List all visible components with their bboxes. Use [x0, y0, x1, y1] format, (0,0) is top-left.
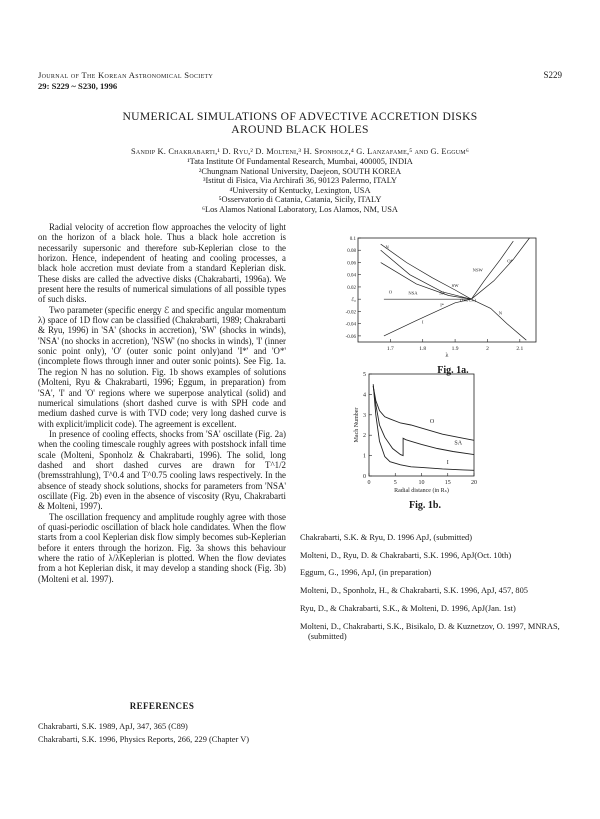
- title-line-1: NUMERICAL SIMULATIONS OF ADVECTIVE ACCRETION DISKS: [122, 110, 478, 123]
- paper-title: [0, 110, 600, 136]
- affiliation: ⁶Los Alamos National Laboratory, Los Alamos, NM, USA: [202, 204, 398, 214]
- x-tick-label: 5: [393, 480, 397, 486]
- x-tick-label: 2.1: [516, 346, 524, 352]
- x-tick-label: 1.8: [419, 346, 427, 352]
- plot-frame: [369, 374, 474, 476]
- figure-1a-caption: Fig. 1a.: [437, 365, 469, 376]
- y-tick-label: 0.1: [349, 237, 356, 242]
- figure-1a-plot: [328, 228, 578, 364]
- region-label: N: [498, 310, 503, 316]
- affiliation: ⁵Osservatorio di Catania, Catania, Sicily, ITALY: [218, 195, 382, 204]
- series-line: [381, 263, 472, 300]
- affiliation: ³Istitut di Fisica, Via Archirafi 36, 90123 Palermo, ITALY: [202, 176, 398, 185]
- reference-item: Molteni, D., Ryu, D. & Chakrabarti, S.K. 1996, ApJ(Oct. 10th): [300, 550, 512, 560]
- region-label: O: [388, 289, 393, 295]
- series-line: [381, 244, 472, 299]
- x-tick-label: 10: [418, 480, 425, 486]
- y-tick-label: -0.02: [345, 310, 356, 316]
- reference-item: Molteni, D., Sponholz, H., & Chakrabarti, S.K. 1996, ApJ, 457, 805: [300, 586, 528, 596]
- figure-1b-plot: [345, 370, 505, 502]
- y-tick-label: 5: [363, 372, 366, 378]
- x-tick-label: 2: [486, 346, 489, 352]
- region-label: I*: [440, 302, 445, 308]
- series-line: [373, 386, 474, 440]
- reference-item: Chakrabarti, S.K. 1996, Physics Reports, 266, 229 (Chapter V): [38, 735, 250, 745]
- affiliation: ⁴University of Kentucky, Lexington, USA: [229, 185, 371, 195]
- reference-item: Chakrabarti, S.K. & Ryu, D. 1996 ApJ, (submitted): [300, 533, 473, 542]
- series-line: [373, 384, 474, 470]
- region-label: (λₘ, ℰₘ): [459, 297, 477, 303]
- journal-volume: 29: S229 ~ S230, 1996: [38, 81, 118, 91]
- paragraph: Two parameter (specific energy ℰ and specific angular momentum λ) space of 1D flow can be classified (Chakrabarti, 1989; Chakrabarti & Ryu, 1996) in 'SA' (shocks in accretion), 'SW' (shocks in winds), 'NSA' (no shocks in accretion), 'NSW' (no shocks in winds), 'I' (inner sonic point only), 'O' (outer sonic point only)and 'I*' and 'O*' (incomplete flows through inner and outer sonic points). See Fig. 1a. The region N has no solution. Fig. 1b shows examples of solutions (Molteni, Ryu & Chakrabarti, 1996; Eggum, in preparation) from 'SA', 'I' and 'O' regions where we superpose analytical (solid) and numerical simulations (short dashed curve is with SPH code and medium dashed curve is with TVD code; very long dashed curve is with explicit/implicit code). The agreement is excellent.: [38, 304, 286, 429]
- y-tick-label: -0.04: [345, 322, 356, 328]
- series-line: [471, 299, 526, 340]
- curve-label: SA: [454, 440, 463, 447]
- x-tick-label: 20: [471, 480, 477, 486]
- y-tick-label: 0.06: [347, 261, 356, 267]
- region-label: NSA: [408, 290, 418, 296]
- references-heading: REFERENCES: [129, 701, 195, 711]
- y-tick-label: 0.02: [347, 285, 356, 291]
- y-tick-label: 3: [363, 412, 366, 419]
- curve-label: O: [429, 418, 435, 425]
- region-label: O*: [507, 258, 513, 264]
- region-label: SA: [439, 290, 446, 296]
- region-label: N: [385, 244, 389, 250]
- reference-item: Ryu, D., & Chakrabarti, S.K., & Molteni, D. 1996, ApJ(Jan. 1st): [300, 603, 516, 613]
- x-axis-label: Radial distance (in Rₛ): [394, 488, 449, 494]
- y-tick-label: 4: [363, 392, 366, 399]
- x-tick-label: 0: [367, 480, 371, 486]
- y-tick-label: -0.06: [345, 334, 356, 340]
- x-tick-label: 1.7: [386, 346, 394, 352]
- title-line-2: AROUND BLACK HOLES: [231, 123, 369, 136]
- y-tick-label: 0.08: [347, 249, 356, 255]
- body-text: [38, 222, 286, 584]
- paragraph: Radial velocity of accretion flow approaches the velocity of light on the horizon of a black hole. Thus a black hole accretion is necessarily supersonic and therefore sub-Keplerian close to the horizon. Hence, independent of heating and cooling processes, a black hole accretion must deviate from a standard Keplerian disk. These disks are called the advective disks (Chakrabarti, 1996a). We present here the results of numerical simulations of all possible types of such disks.: [38, 222, 286, 305]
- reference-item: Chakrabarti, S.K. 1989, ApJ, 347, 365 (C89): [38, 722, 188, 731]
- journal-header: [38, 70, 213, 92]
- figure-1b-caption: Fig. 1b.: [409, 500, 441, 511]
- affiliation: ¹Tata Institute Of Fundamental Research, Mumbai, 400005, INDIA: [187, 157, 413, 166]
- reference-item: Eggum, G., 1996, ApJ, (in preparation): [300, 568, 432, 578]
- y-tick-label: 1: [363, 453, 366, 460]
- curve-label: I: [446, 459, 449, 466]
- page-number: S229: [543, 70, 562, 80]
- author-list: Sandip K. Chakrabarti,¹ D. Ryu,² D. Molteni,³ H. Sponholz,⁴ G. Lanzafame,⁵ and G. Eggum⁶: [131, 147, 469, 156]
- y-tick-label: 0: [363, 474, 366, 480]
- region-label: SW: [451, 282, 459, 288]
- x-axis-label: λ: [445, 353, 449, 359]
- paragraph: In presence of cooling effects, shocks from 'SA' oscillate (Fig. 2a) when the cooling timescale roughly agrees with postshock infall time scale (Molteni, Sponholz & Chakrabarti, 1996). The solid, long dashed and short dashed curves are drawn for T^1/2 (bremsstrahlung), T^0.4 and T^0.75 cooling laws respectively. In the absence of steady shock solutions, shocks for parameters from 'NSA' oscillate (Fig. 2b) even in the absence of viscosity (Ryu, Chakrabarti & Molteni, 1997).: [38, 428, 286, 512]
- journal-name: Journal of The Korean Astronomical Society: [38, 70, 214, 80]
- series-line: [384, 299, 471, 336]
- y-tick-label: 0.04: [347, 273, 356, 279]
- reference-item: Molteni, D., Chakrabarti, S.K., Bisikalo, D. & Kuznetzov, O. 1997, MNRAS, (submitted): [300, 621, 560, 641]
- author-block: [0, 147, 600, 214]
- affiliation: ²Chungnam National University, Daejeon, SOUTH KOREA: [198, 166, 402, 176]
- region-label: I: [421, 319, 424, 325]
- region-label: NSW: [472, 267, 483, 273]
- references-left: [38, 722, 288, 748]
- x-tick-label: 15: [444, 480, 451, 486]
- y-tick-label: 2: [363, 433, 366, 440]
- references-right: [300, 533, 562, 649]
- x-tick-label: 1.9: [451, 346, 459, 352]
- paragraph: The oscillation frequency and amplitude roughly agree with those of quasi-periodic oscillation of black hole candidates. When the flow starts from a cool Keplerian disk flow simply becomes sub-Keplerian before it enters through the horizon. Fig. 3a shows this behaviour where the ratio of λ/λKeplerian is plotted. When the flow deviates from a hot Keplerian disk, it may develop a standing shock (Fig. 3b) (Molteni et al. 1997).: [38, 511, 286, 584]
- y-tick-label: ℰ₀: [351, 298, 356, 304]
- y-axis-label: Mach Number: [354, 407, 360, 443]
